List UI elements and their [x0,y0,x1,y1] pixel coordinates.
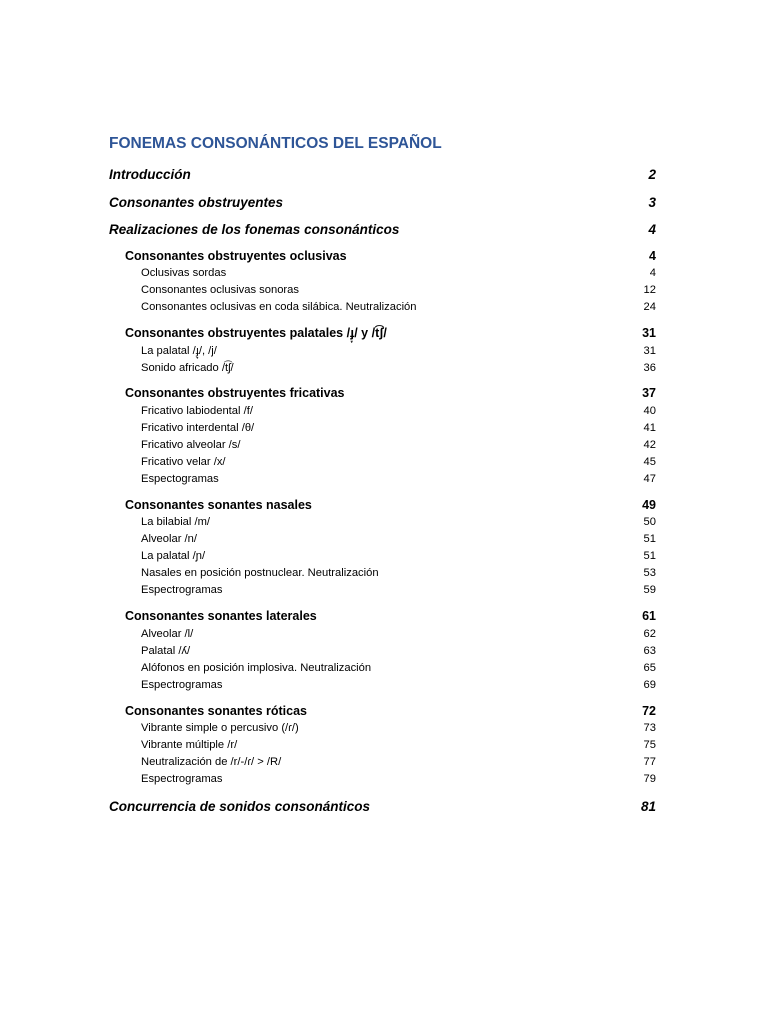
toc-entry-label: Realizaciones de los fonemas consonánticos [109,222,400,237]
toc-page-number: 51 [643,550,656,562]
toc-entry-label: La bilabial /m/ [141,516,211,528]
toc-page-number: 59 [643,584,656,596]
toc-page-number: 4 [649,267,656,279]
toc-page-number: 2 [648,167,656,182]
toc-section-entry[interactable] [125,498,656,512]
toc-page-number: 53 [643,567,656,579]
toc-entry-label: Espectrogramas [141,584,223,596]
toc-page-number: 73 [643,722,656,734]
toc-page-number: 45 [643,456,656,468]
toc-entry-label: Consonantes sonantes laterales [125,609,317,623]
toc-entry-label: Espectogramas [141,473,219,485]
toc-page-number: 37 [642,386,656,400]
toc-entry-label: Neutralización de /r/-/ɾ/ > /R/ [141,756,282,768]
toc-page-number: 79 [643,773,656,785]
toc-subsection-entry[interactable] [141,405,656,417]
toc-entry-label: Consonantes sonantes róticas [125,704,307,718]
toc-entry-label: Fricativo interdental /θ/ [141,422,255,434]
toc-subsection-entry[interactable] [141,739,656,751]
toc-page-number: 69 [643,679,656,691]
toc-page-number: 42 [643,439,656,451]
toc-subsection-entry[interactable] [141,284,656,296]
toc-subsection-entry[interactable] [141,628,656,640]
toc-entry-label: La palatal /ɟ̞/, /j/ [141,345,217,357]
toc-page-number: 3 [648,195,656,210]
toc-entry-label: Nasales en posición postnuclear. Neutralización [141,567,379,579]
toc-entry-label: Introducción [109,167,191,182]
toc-entry-label: Concurrencia de sonidos consonánticos [109,799,371,814]
toc-entry-label: Fricativo alveolar /s/ [141,439,241,451]
toc-page-number: 72 [642,704,656,718]
toc-page-number: 40 [643,405,656,417]
toc-page-number: 47 [643,473,656,485]
toc-page-number: 77 [643,756,656,768]
toc-entry-label: Consonantes oclusivas en coda silábica. Neutralización [141,301,417,313]
toc-section-entry[interactable] [125,386,656,400]
toc-page-number: 81 [640,799,656,814]
toc-entry-label: La palatal /ɲ/ [141,550,206,562]
toc-entry-label: Fricativo labiodental /f/ [141,405,253,417]
toc-entry-label: Vibrante simple o percusivo (/ɾ/) [141,722,299,734]
toc-subsection-entry[interactable] [141,584,656,596]
toc-page-number: 75 [643,739,656,751]
toc-entry-label: Oclusivas sordas [141,267,227,279]
toc-subsection-entry[interactable] [141,456,656,468]
toc-subsection-entry[interactable] [141,679,656,691]
toc-subsection-entry[interactable] [141,567,656,579]
toc-entry-label: Palatal /ʎ/ [141,645,191,657]
toc-page-number: 4 [648,222,656,237]
toc-chapter-entry[interactable] [109,167,656,182]
toc-page-number: 4 [649,249,656,263]
toc-entry-label: Sonido africado /t͡ʃ/ [141,362,234,374]
toc-page-number: 31 [642,326,656,340]
toc-subsection-entry[interactable] [141,473,656,485]
toc-subsection-entry[interactable] [141,345,656,357]
toc-chapter-entry[interactable] [109,222,656,237]
toc-entry-label: Consonantes obstruyentes [109,195,284,210]
toc-page-number: 51 [643,533,656,545]
toc-page-number: 31 [643,345,656,357]
toc-subsection-entry[interactable] [141,722,656,734]
toc-entry-label: Consonantes obstruyentes fricativas [125,386,345,400]
toc-page-number: 65 [643,662,656,674]
toc-subsection-entry[interactable] [141,550,656,562]
toc-entry-label: Alveolar /n/ [141,533,197,545]
toc-page-number: 63 [643,645,656,657]
toc-chapter-entry[interactable] [109,195,656,210]
toc-subsection-entry[interactable] [141,662,656,674]
toc-page-number: 49 [642,498,656,512]
toc-section-entry[interactable] [125,704,656,718]
toc-subsection-entry[interactable] [141,267,656,279]
toc-page-number: 61 [642,609,656,623]
toc-entry-label: Consonantes obstruyentes palatales /ɟ̞/ y /t͡ʃ/ [125,326,387,340]
toc-section-entry[interactable] [125,326,656,340]
toc-entry-label: Alófonos en posición implosiva. Neutralización [141,662,372,674]
toc-entry-label: Consonantes obstruyentes oclusivas [125,249,347,263]
toc-entry-label: Espectrogramas [141,679,223,691]
toc-section-entry[interactable] [125,609,656,623]
toc-entry-label: Alveolar /l/ [141,628,194,640]
toc-subsection-entry[interactable] [141,773,656,785]
toc-entry-label: Consonantes sonantes nasales [125,498,312,512]
toc-section-entry[interactable] [125,249,656,263]
toc-page-number: 24 [643,301,656,313]
toc-page-number: 50 [643,516,656,528]
toc-subsection-entry[interactable] [141,301,656,313]
toc-subsection-entry[interactable] [141,756,656,768]
toc-page-number: 12 [643,284,656,296]
toc-entry-label: Consonantes oclusivas sonoras [141,284,299,296]
toc-page-number: 36 [643,362,656,374]
toc-page-number: 41 [643,422,656,434]
toc-subsection-entry[interactable] [141,422,656,434]
toc-entry-label: Espectrogramas [141,773,223,785]
toc-subsection-entry[interactable] [141,439,656,451]
toc-page-number: 62 [643,628,656,640]
toc-subsection-entry[interactable] [141,533,656,545]
toc-subsection-entry[interactable] [141,645,656,657]
toc-subsection-entry[interactable] [141,516,656,528]
toc-title: FONEMAS CONSONÁNTICOS DEL ESPAÑOL [109,135,442,152]
toc-entry-label: Vibrante múltiple /r/ [141,739,238,751]
toc-subsection-entry[interactable] [141,362,656,374]
toc-entry-label: Fricativo velar /x/ [141,456,226,468]
toc-chapter-entry[interactable] [109,799,656,814]
